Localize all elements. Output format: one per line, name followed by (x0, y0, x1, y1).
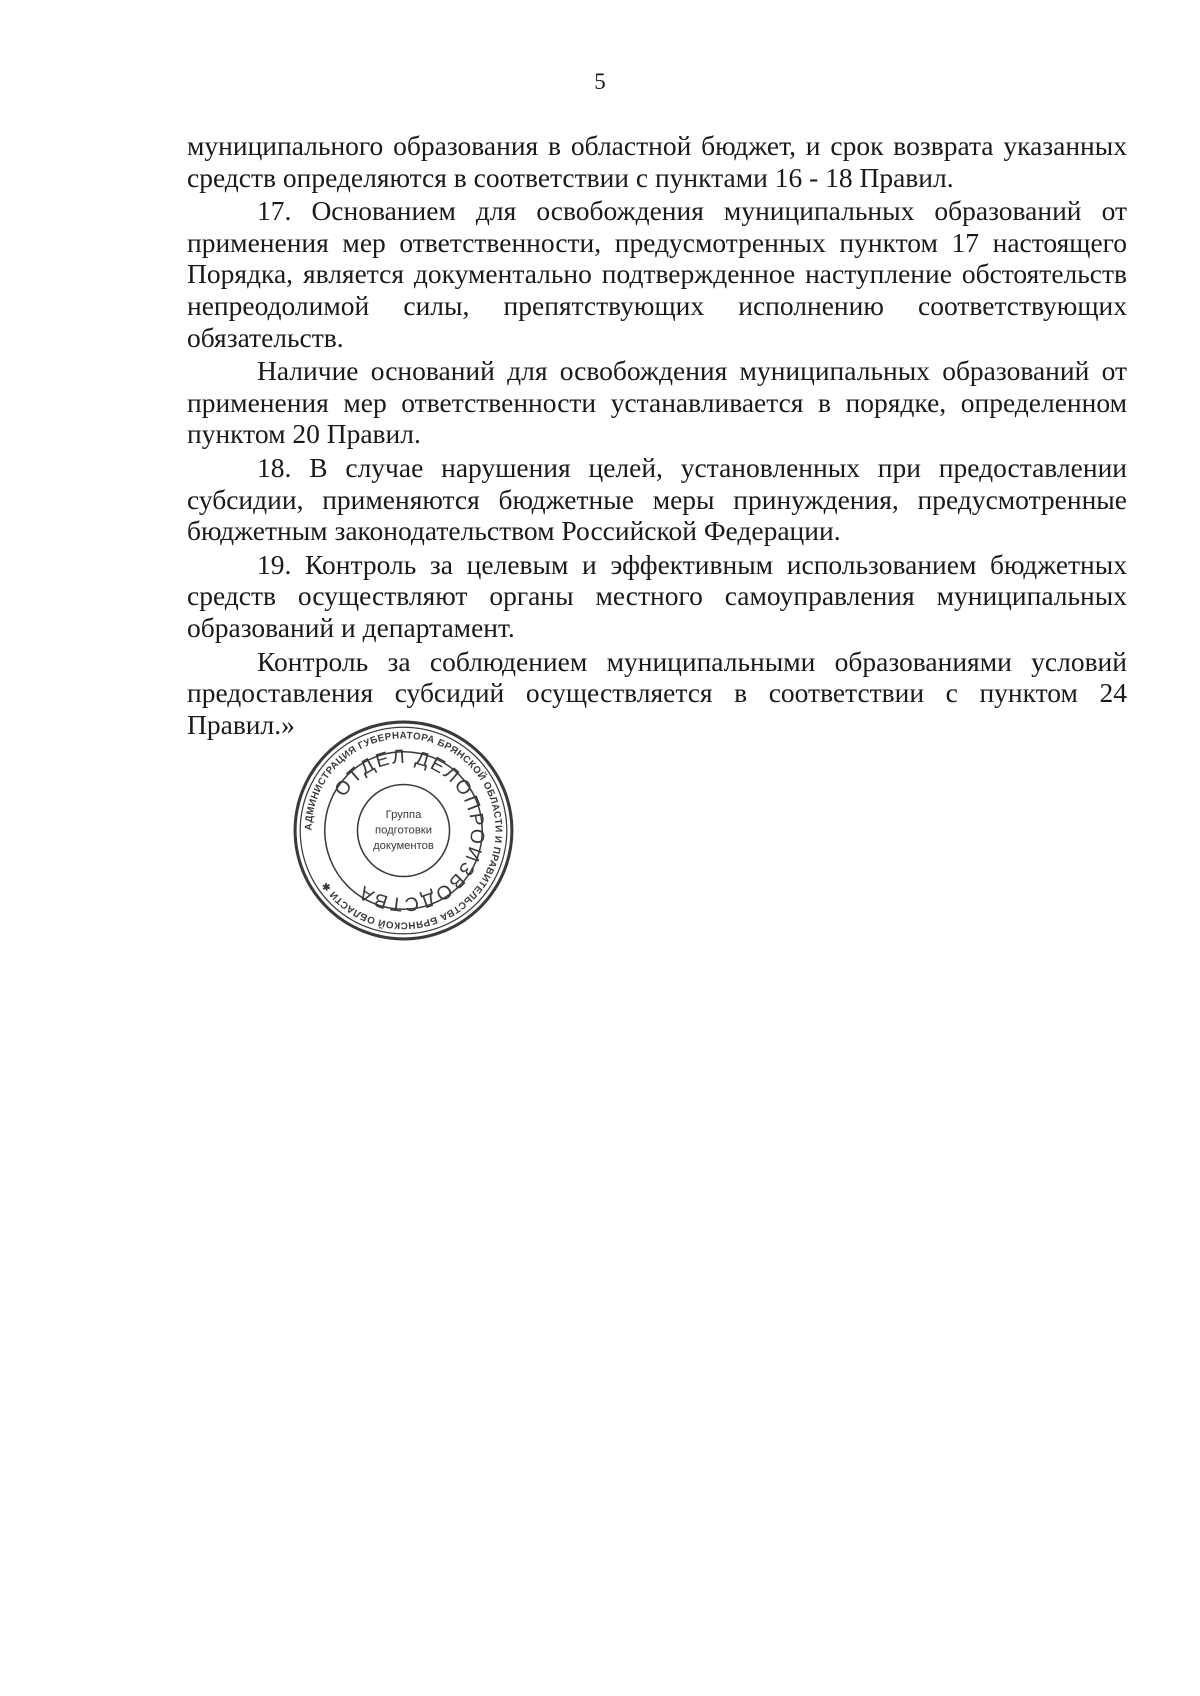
stamp-inner-ring-text: ОТДЕЛ ДЕЛОПРОИЗВОДСТВА (330, 745, 489, 916)
stamp-outer-ring-text: АДМИНИСТРАЦИЯ ГУБЕРНАТОРА БРЯНСКОЙ ОБЛАСТИ И ПРАВИТЕЛЬСТВА БРЯНСКОЙ ОБЛАСТИ ✱ (303, 730, 504, 931)
page-number: 5 (594, 69, 606, 94)
stamp-center-line-2: подготовки (375, 824, 432, 837)
stamp-center-line-1: Группа (385, 809, 422, 822)
paragraph-grounds: Наличие оснований для освобождения муниципальных образований от применения мер ответственности устанавливается в порядке, определенном пунктом 20 Правил. (187, 355, 1127, 450)
paragraph-item-19: 19. Контроль за целевым и эффективным использованием бюджетных средств осуществляют органы местного самоуправления муниципальных образований и департамент. (187, 548, 1127, 643)
paragraph-item-17: 17. Основанием для освобождения муниципальных образований от применения мер ответственности, предусмотренных пунктом 17 настоящего Порядка, является документально подтвержденное наступление обстоятельств непреодолимой силы, препятствующих исполнению соответствующих обязательств. (187, 195, 1127, 353)
document-body (187, 130, 1127, 742)
paragraph-item-18: 18. В случае нарушения целей, установленных при предоставлении субсидии, применяются бюджетные меры принуждения, предусмотренные бюджетным законодательством Российской Федерации. (187, 451, 1127, 547)
paragraph-continuation: муниципального образования в областной бюджет, и срок возврата указанных средств определяются в соответствии с пунктами 16 - 18 Правил. (187, 130, 1127, 193)
official-stamp (291, 718, 516, 943)
stamp-center-line-3: документов (373, 839, 434, 852)
paragraph-control: Контроль за соблюдением муниципальными образованиями условий предоставления субсидий осуществляется в соответствии с пунктом 24 Правил.» (187, 645, 1127, 740)
